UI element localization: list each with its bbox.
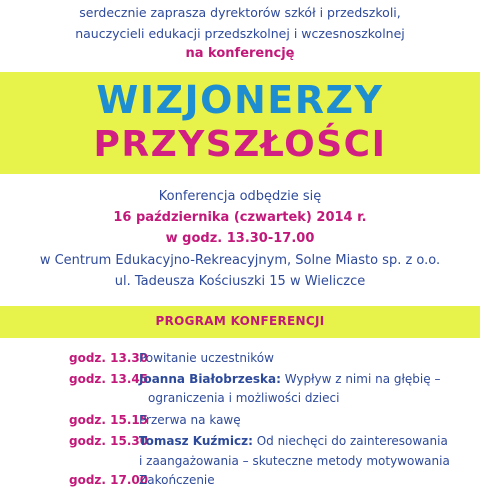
info-hours: w godz. 13.30-17.00 — [165, 231, 315, 246]
program-time: godz. 17.00 — [69, 473, 149, 487]
title-line-1: WIZJONERZY — [96, 78, 384, 122]
program-heading: PROGRAM KONFERENCJI — [155, 314, 325, 328]
info-address: ul. Tadeusza Kościuszki 15 w Wieliczce — [114, 274, 366, 289]
program-time: godz. 15.15 — [69, 413, 149, 427]
program-text-cont: ograniczenia i możliwości dzieci — [148, 391, 340, 405]
program-text-cont: i zaangażowania – skuteczne metody motywowania — [139, 454, 450, 468]
program-speaker: Tomasz Kuźmicz: — [139, 434, 253, 448]
info-date: 16 października (czwartek) 2014 r. — [113, 210, 367, 225]
intro-line-2: nauczycieli edukacji przedszkolnej i wczesnoszkolnej — [75, 26, 405, 41]
program-text: Od niechęci do zainteresowania — [256, 434, 448, 448]
program-text: Zakończenie — [139, 473, 215, 487]
info-place: w Centrum Edukacyjno-Rekreacyjnym, Solne Miasto sp. z o.o. — [39, 253, 441, 268]
program-time: godz. 13.45 — [69, 372, 149, 386]
intro-line-3: na konferencję — [185, 46, 295, 61]
program-time: godz. 13.30 — [69, 351, 149, 365]
program-time: godz. 15.30 — [69, 434, 149, 448]
title-line-2: PRZYSZŁOŚCI — [93, 124, 387, 165]
info-intro: Konferencja odbędzie się — [158, 189, 322, 204]
program-text: Przerwa na kawę — [139, 413, 241, 427]
program-text: Powitanie uczestników — [139, 351, 274, 365]
intro-line-1: serdecznie zaprasza dyrektorów szkół i przedszkoli, — [79, 5, 401, 20]
program-speaker: Joanna Białobrzeska: — [139, 372, 281, 386]
program-text: Wypływ z nimi na głębię – — [284, 372, 441, 386]
